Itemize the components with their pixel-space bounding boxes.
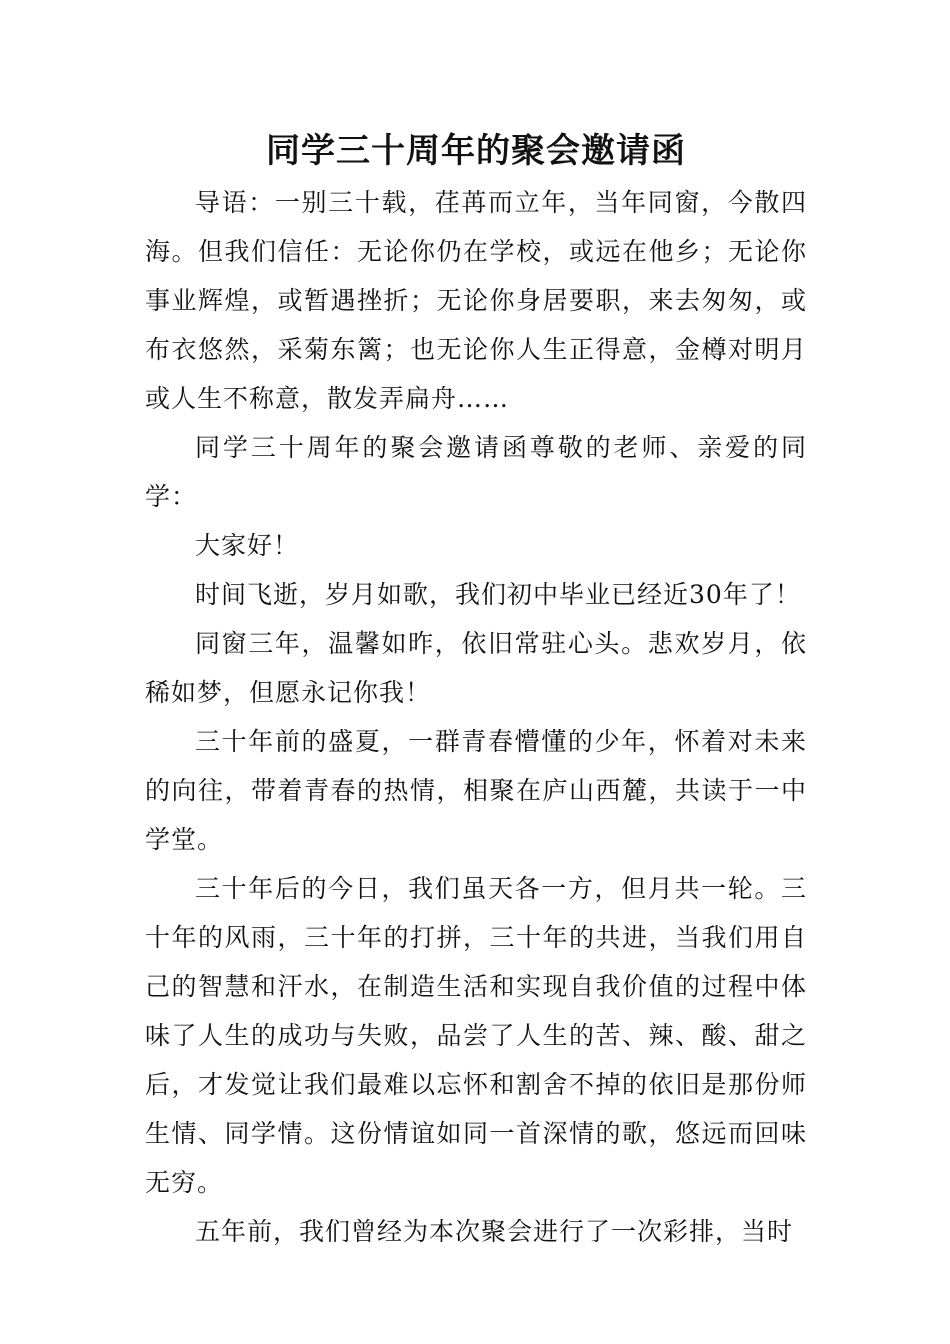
paragraph-five-years-ago: 五年前，我们曾经为本次聚会进行了一次彩排，当时 bbox=[195, 1217, 794, 1246]
paragraph-thirty-years-later: 三十年后的今日，我们虽天各一方，但月共一轮。三十年的风雨，三十年的打拼，三十年的共进，当我们用自己的智慧和汗水，在制造生活和实现自我价值的过程中体味了人生的成功与失败，品尝了人生的苦、辣、酸、甜之后，才发觉让我们最难以忘怀和割舍不掉的依旧是那份师生情、同学情。这份情谊如同一首深情的歌，悠远而回味无穷。 bbox=[145, 874, 807, 1197]
paragraph-greeting: 大家好！ bbox=[195, 531, 300, 560]
paragraph-time: 时间飞逝，岁月如歌，我们初中毕业已经近30年了！ bbox=[195, 580, 801, 609]
paragraph-classmates: 同窗三年，温馨如昨，依旧常驻心头。悲欢岁月，依稀如梦，但愿永记你我！ bbox=[145, 629, 807, 707]
paragraph-thirty-years-ago: 三十年前的盛夏，一群青春懵懂的少年，怀着对未来的向往，带着青春的热情，相聚在庐山西麓，共读于一中学堂。 bbox=[145, 727, 807, 854]
document-title: 同学三十周年的聚会邀请函 bbox=[266, 131, 686, 171]
paragraph-salutation: 同学三十周年的聚会邀请函尊敬的老师、亲爱的同学： bbox=[145, 433, 807, 511]
document-page bbox=[145, 128, 807, 1256]
paragraph-intro: 导语：一别三十载，荏苒而立年，当年同窗，今散四海。但我们信任：无论你仍在学校，或远在他乡；无论你事业辉煌，或暂遇挫折；无论你身居要职，来去匆匆，或布衣悠然，采菊东篱；也无论你人生正得意，金樽对明月或人生不称意，散发弄扁舟…… bbox=[145, 188, 807, 413]
